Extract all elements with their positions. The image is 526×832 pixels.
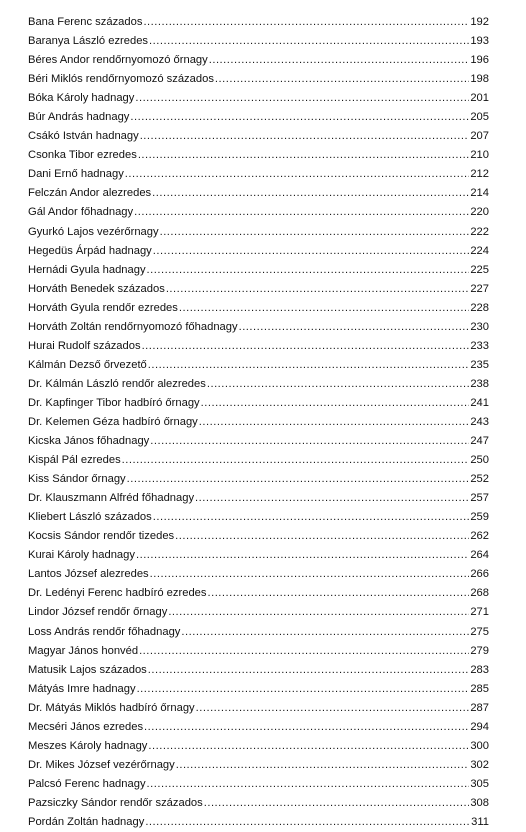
dot-leader <box>150 432 469 451</box>
dot-leader <box>195 489 469 508</box>
entry-name: Horváth Benedek százados <box>28 282 165 295</box>
entry-name: Dr. Klauszmann Alfréd főhadnagy <box>28 492 195 505</box>
dot-leader <box>140 127 470 146</box>
entry-page-number: 227 <box>470 282 489 295</box>
dot-leader <box>175 527 469 546</box>
entry-name: Matusik Lajos százados <box>28 663 147 676</box>
dot-leader <box>125 165 470 184</box>
entry-page-number: 230 <box>470 320 489 333</box>
dot-leader <box>127 470 470 489</box>
dot-leader <box>130 108 469 127</box>
toc-entry <box>28 242 489 261</box>
dot-leader <box>152 184 469 203</box>
entry-name: Lindor József rendőr őrnagy <box>28 606 168 619</box>
toc-entry <box>28 451 489 470</box>
entry-page-number: 268 <box>470 587 489 600</box>
dot-leader <box>150 565 470 584</box>
entry-page-number: 212 <box>470 168 489 181</box>
dot-leader <box>149 32 469 51</box>
entry-name: Kurai Károly hadnagy <box>28 549 135 562</box>
entry-page-number: 201 <box>470 92 489 105</box>
dot-leader <box>201 394 470 413</box>
entry-page-number: 233 <box>470 339 489 352</box>
dot-leader <box>215 70 469 89</box>
dot-leader <box>160 223 470 242</box>
dot-leader <box>147 261 470 280</box>
toc-entry <box>28 146 489 165</box>
entry-name: Palcsó Ferenc hadnagy <box>28 777 146 790</box>
entry-name: Horváth Gyula rendőr ezredes <box>28 301 178 314</box>
dot-leader <box>145 813 470 832</box>
entry-name: Hegedüs Árpád hadnagy <box>28 244 152 257</box>
entry-name: Dr. Kálmán László rendőr alezredes <box>28 377 206 390</box>
entry-page-number: 220 <box>470 206 489 219</box>
dot-leader <box>181 623 469 642</box>
entry-page-number: 259 <box>470 511 489 524</box>
dot-leader <box>166 280 470 299</box>
dot-leader <box>122 451 470 470</box>
dot-leader <box>134 203 469 222</box>
toc-entry <box>28 718 489 737</box>
entry-page-number: 271 <box>470 606 489 619</box>
entry-page-number: 264 <box>470 549 489 562</box>
toc-entry <box>28 51 489 70</box>
toc-entry <box>28 508 489 527</box>
dot-leader <box>168 603 469 622</box>
entry-name: Dani Ernő hadnagy <box>28 168 124 181</box>
entry-name: Felczán Andor alezredes <box>28 187 152 200</box>
toc-entry <box>28 813 489 832</box>
entry-name: Gyurkó Lajos vezérőrnagy <box>28 225 159 238</box>
entry-page-number: 279 <box>470 644 489 657</box>
entry-page-number: 257 <box>470 492 489 505</box>
entry-page-number: 302 <box>470 758 489 771</box>
entry-name: Kocsis Sándor rendőr tizedes <box>28 530 175 543</box>
entry-page-number: 243 <box>470 415 489 428</box>
entry-name: Meszes Károly hadnagy <box>28 739 148 752</box>
dot-leader <box>153 242 470 261</box>
entry-name: Horváth Zoltán rendőrnyomozó főhadnagy <box>28 320 238 333</box>
toc-entry <box>28 203 489 222</box>
entry-name: Loss András rendőr főhadnagy <box>28 625 181 638</box>
entry-name: Gál Andor főhadnagy <box>28 206 134 219</box>
toc-entry <box>28 565 489 584</box>
dot-leader <box>239 318 470 337</box>
entry-page-number: 205 <box>470 111 489 124</box>
toc-entry <box>28 13 489 32</box>
toc-entry <box>28 356 489 375</box>
entry-name: Lantos József alezredes <box>28 568 149 581</box>
toc-entry <box>28 661 489 680</box>
entry-page-number: 241 <box>470 396 489 409</box>
entry-name: Kiss Sándor őrnagy <box>28 473 126 486</box>
dot-leader <box>139 642 469 661</box>
entry-page-number: 214 <box>470 187 489 200</box>
entry-page-number: 247 <box>470 435 489 448</box>
toc-entry <box>28 261 489 280</box>
entry-name: Pordán Zoltán hadnagy <box>28 815 145 828</box>
entry-page-number: 250 <box>470 454 489 467</box>
entry-page-number: 196 <box>470 54 489 67</box>
dot-leader <box>147 775 470 794</box>
entry-name: Hurai Rudolf százados <box>28 339 141 352</box>
entry-name: Béres Andor rendőrnyomozó őrnagy <box>28 54 208 67</box>
entry-page-number: 238 <box>470 377 489 390</box>
entry-page-number: 192 <box>470 16 489 28</box>
entry-page-number: 283 <box>470 663 489 676</box>
entry-name: Búr András hadnagy <box>28 111 130 124</box>
toc-entry <box>28 623 489 642</box>
entry-page-number: 262 <box>470 530 489 543</box>
entry-name: Dr. Kapfinger Tibor hadbíró őrnagy <box>28 396 200 409</box>
dot-leader <box>196 699 470 718</box>
toc-entry <box>28 432 489 451</box>
toc-entry <box>28 89 489 108</box>
dot-leader <box>138 146 470 165</box>
entry-page-number: 222 <box>470 225 489 238</box>
toc-entry <box>28 127 489 146</box>
toc-entry <box>28 337 489 356</box>
toc-entry <box>28 413 489 432</box>
toc-entry <box>28 70 489 89</box>
entry-name: Bóka Károly hadnagy <box>28 92 135 105</box>
entry-page-number: 228 <box>470 301 489 314</box>
entry-page-number: 252 <box>470 473 489 486</box>
entry-name: Hernádi Gyula hadnagy <box>28 263 146 276</box>
entry-page-number: 224 <box>470 244 489 257</box>
toc-entry <box>28 299 489 318</box>
entry-page-number: 207 <box>470 130 489 143</box>
entry-name: Bana Ferenc százados <box>28 16 143 28</box>
toc-entry <box>28 375 489 394</box>
entry-page-number: 287 <box>470 701 489 714</box>
toc-entry <box>28 32 489 51</box>
entry-name: Kicska János főhadnagy <box>28 435 150 448</box>
dot-leader <box>148 737 469 756</box>
dot-leader <box>143 13 469 32</box>
entry-name: Csákó István hadnagy <box>28 130 139 143</box>
toc-entry <box>28 527 489 546</box>
dot-leader <box>209 51 470 70</box>
toc-entry <box>28 223 489 242</box>
toc-entry <box>28 489 489 508</box>
entry-name: Kálmán Dezső őrvezető <box>28 358 147 371</box>
entry-page-number: 308 <box>470 796 489 809</box>
toc-entry <box>28 184 489 203</box>
entry-page-number: 305 <box>470 777 489 790</box>
dot-leader <box>153 508 470 527</box>
entry-name: Mátyás Imre hadnagy <box>28 682 136 695</box>
entry-name: Kispál Pál ezredes <box>28 454 121 467</box>
entry-page-number: 210 <box>470 149 489 162</box>
entry-name: Dr. Mikes József vezérőrnagy <box>28 758 175 771</box>
dot-leader <box>207 584 469 603</box>
dot-leader <box>207 375 469 394</box>
dot-leader <box>176 756 470 775</box>
toc-entry <box>28 756 489 775</box>
dot-leader <box>199 413 470 432</box>
entry-name: Kliebert László százados <box>28 511 152 524</box>
entry-page-number: 275 <box>470 625 489 638</box>
entry-page-number: 294 <box>470 720 489 733</box>
toc-entry <box>28 470 489 489</box>
toc-entry <box>28 699 489 718</box>
toc-entry <box>28 546 489 565</box>
entry-page-number: 285 <box>470 682 489 695</box>
toc-entry <box>28 280 489 299</box>
entry-name: Béri Miklós rendőrnyomozó százados <box>28 73 214 86</box>
toc-entry <box>28 642 489 661</box>
dot-leader <box>137 680 470 699</box>
table-of-contents <box>28 13 489 832</box>
toc-entry <box>28 394 489 413</box>
dot-leader <box>136 546 469 565</box>
entry-name: Dr. Kelemen Géza hadbíró őrnagy <box>28 415 198 428</box>
entry-name: Pazsiczky Sándor rendőr százados <box>28 796 203 809</box>
dot-leader <box>179 299 469 318</box>
toc-entry <box>28 775 489 794</box>
dot-leader <box>148 356 470 375</box>
entry-page-number: 198 <box>470 73 489 86</box>
entry-name: Dr. Ledényi Ferenc hadbíró ezredes <box>28 587 207 600</box>
entry-name: Mecséri János ezredes <box>28 720 144 733</box>
dot-leader <box>148 661 470 680</box>
toc-entry <box>28 584 489 603</box>
toc-entry <box>28 737 489 756</box>
toc-entry <box>28 794 489 813</box>
toc-entry <box>28 318 489 337</box>
entry-page-number: 300 <box>470 739 489 752</box>
dot-leader <box>204 794 470 813</box>
dot-leader <box>144 718 469 737</box>
dot-leader <box>142 337 470 356</box>
toc-entry <box>28 165 489 184</box>
toc-entry <box>28 680 489 699</box>
entry-page-number: 311 <box>471 815 489 828</box>
entry-name: Dr. Mátyás Miklós hadbíró őrnagy <box>28 701 195 714</box>
entry-name: Baranya László ezredes <box>28 35 149 48</box>
entry-name: Magyar János honvéd <box>28 644 139 657</box>
entry-page-number: 235 <box>470 358 489 371</box>
dot-leader <box>135 89 469 108</box>
toc-entry <box>28 603 489 622</box>
entry-page-number: 266 <box>470 568 489 581</box>
entry-page-number: 225 <box>470 263 489 276</box>
toc-entry <box>28 108 489 127</box>
entry-name: Csonka Tibor ezredes <box>28 149 137 162</box>
entry-page-number: 193 <box>470 35 489 48</box>
